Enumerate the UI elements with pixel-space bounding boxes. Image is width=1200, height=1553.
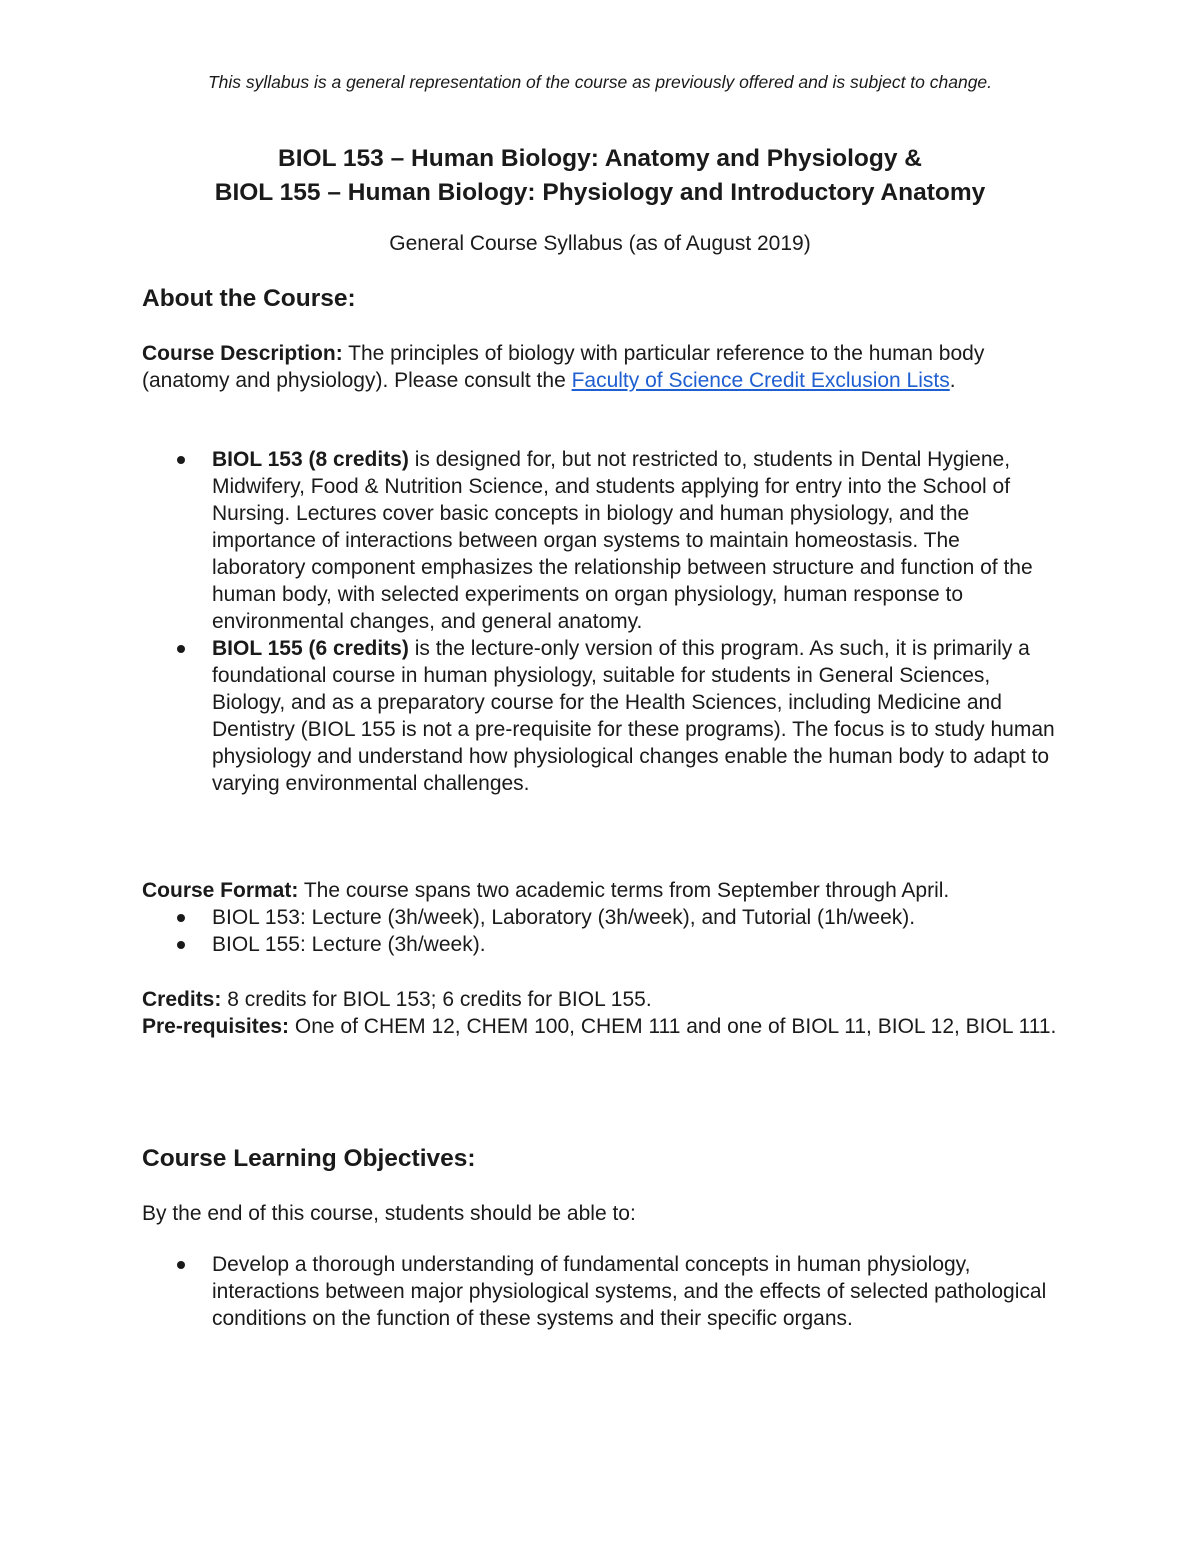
course-description-end: .: [949, 369, 956, 392]
about-heading: About the Course:: [142, 285, 356, 312]
bullet-icon: [177, 1261, 185, 1269]
objectives-heading: Course Learning Objectives:: [142, 1145, 476, 1172]
document-title: [0, 142, 1200, 210]
credits-text: 8 credits for BIOL 153; 6 credits for BIOL 155.: [221, 988, 652, 1011]
bullet-icon: [177, 941, 185, 949]
biol155-text: is the lecture-only version of this program. As such, it is primarily a foundational course in human physiology, suitable for students in General Sciences, Biology, and as a preparatory course for the Health Sciences, including Medicine and Dentistry (BIOL 155 is not a pre-requisite for these programs). The focus is to study human physiology and understand how physiological changes enable the human body to adapt to varying environmental challenges.: [212, 637, 1055, 795]
course-description: [142, 340, 1057, 394]
objectives-intro: By the end of this course, students should be able to:: [142, 1202, 636, 1225]
document-subtitle: General Course Syllabus (as of August 2019): [389, 232, 811, 255]
prerequisites: [142, 1013, 1057, 1040]
list-item: [142, 1251, 1057, 1332]
title-line-2: BIOL 155 – Human Biology: Physiology and Introductory Anatomy: [214, 179, 986, 206]
list-item: [142, 446, 1057, 635]
course-format-list: [142, 904, 1057, 958]
credits-line: [142, 986, 1057, 1013]
list-item: [142, 635, 1057, 797]
course-bullet-list: [142, 446, 1057, 797]
credits-label: Credits:: [142, 988, 222, 1011]
bullet-icon: [177, 645, 185, 653]
course-format: [142, 877, 1057, 904]
course-format-text: The course spans two academic terms from September through April.: [298, 879, 950, 902]
bullet-icon: [177, 914, 185, 922]
objective-item: Develop a thorough understanding of fundamental concepts in human physiology, interactions between major physiological systems, and the effects of selected pathological conditions on the function of these systems and their specific organs.: [212, 1253, 1047, 1330]
bullet-icon: [177, 456, 185, 464]
biol155-label: BIOL 155 (6 credits): [212, 637, 409, 660]
course-description-label: Course Description:: [142, 342, 343, 365]
course-format-label: Course Format:: [142, 879, 299, 902]
course-description-text: The principles of biology with particular reference to the human body (anatomy and physiology). Please consult the: [142, 342, 985, 392]
credit-exclusion-link[interactable]: Faculty of Science Credit Exclusion Lists: [571, 369, 950, 392]
title-line-1: BIOL 153 – Human Biology: Anatomy and Physiology &: [278, 145, 922, 172]
format-item-biol155: BIOL 155: Lecture (3h/week).: [212, 933, 486, 956]
format-item-biol153: BIOL 153: Lecture (3h/week), Laboratory (3h/week), and Tutorial (1h/week).: [212, 906, 916, 929]
biol153-text: is designed for, but not restricted to, students in Dental Hygiene, Midwifery, Food & Nutrition Science, and students applying for entry into the School of Nursing. Lectures cover basic concepts in biology and human physiology, and the importance of interactions between organ systems to maintain homeostasis. The laboratory component emphasizes the relationship between structure and function of the human body, with selected experiments on organ physiology, human response to environmental changes, and general anatomy.: [212, 448, 1033, 633]
disclaimer-note: This syllabus is a general representation of the course as previously offered and is subject to change.: [207, 72, 993, 92]
prerequisites-label: Pre-requisites:: [142, 1015, 290, 1038]
objectives-list: [142, 1251, 1057, 1332]
list-item: [142, 931, 1057, 958]
list-item: [142, 904, 1057, 931]
biol153-label: BIOL 153 (8 credits): [212, 448, 409, 471]
prerequisites-text: One of CHEM 12, CHEM 100, CHEM 111 and one of BIOL 11, BIOL 12, BIOL 111.: [289, 1015, 1057, 1038]
